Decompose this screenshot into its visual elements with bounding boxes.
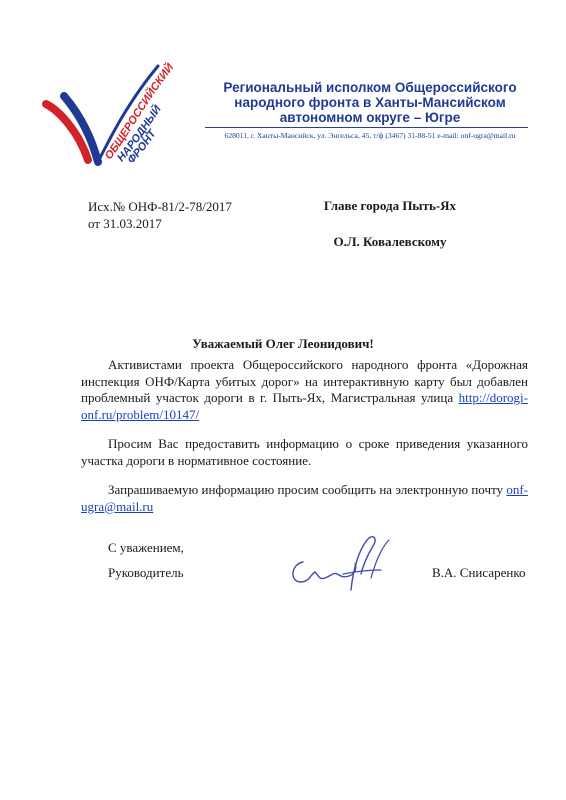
- addressee-name: О.Л. Ковалевскому: [333, 234, 447, 249]
- body-paragraph-2: Просим Вас предоставить информацию о сроке приведения указанного участка дороги в нормативное состояние.: [81, 436, 528, 468]
- org-title-line-3: автономном округе – Югре: [279, 110, 461, 125]
- logo-line-3: ФРОНТ: [125, 127, 159, 167]
- org-title-line-1: Региональный исполком Общероссийского: [223, 80, 517, 95]
- signer-name: В.А. Снисаренко: [432, 565, 526, 580]
- logo-line-2: НАРОДНЫЙ: [115, 103, 164, 165]
- header-divider: [205, 127, 528, 128]
- outgoing-reference: [88, 198, 232, 232]
- reference-number: Исх.№ ОНФ-81/2-78/2017: [88, 199, 232, 214]
- reference-date: от 31.03.2017: [88, 216, 162, 231]
- signer-position: Руководитель: [108, 565, 184, 580]
- closing: С уважением,: [108, 540, 184, 555]
- addressee: [300, 198, 480, 250]
- org-title: [200, 80, 540, 125]
- body-paragraph-1: Активистами проекта Общероссийского народного фронта «Дорожная инспекция ОНФ/Карта убитых дорог» на интерактивную карту был добавлен проблемный участок дороги в г. Пыть-Ях, Магистральная улица http://dorogi-onf.ru/problem/10147/: [81, 357, 528, 422]
- logo-line-1: ОБЩЕРОССИЙСКИЙ: [102, 61, 177, 162]
- org-title-line-2: народного фронта в Ханты-Мансийском: [234, 95, 506, 110]
- letter-body: [81, 357, 528, 528]
- addressee-title: Главе города Пыть-Ях: [323, 198, 457, 213]
- onf-logo: [40, 52, 190, 172]
- email-link[interactable]: onf-ugra@mail.ru: [81, 482, 528, 514]
- signature: [285, 530, 395, 605]
- org-contacts: 628011, г. Ханты-Мансийск, ул. Энгельса, 45, т/ф (3467) 31-88-51 e-mail: onf-ugra@mail.ru: [224, 131, 516, 140]
- problem-link[interactable]: http://dorogi-onf.ru/problem/10147/: [81, 390, 528, 422]
- greeting: Уважаемый Олег Леонидович!: [192, 336, 374, 351]
- body-paragraph-3: Запрашиваемую информацию просим сообщить на электронную почту onf-ugra@mail.ru: [81, 482, 528, 514]
